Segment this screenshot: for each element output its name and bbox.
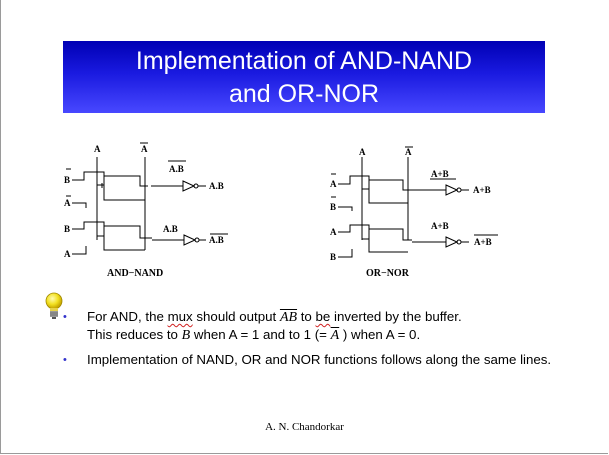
var-a-bar: $\overline{A}$ (330, 328, 340, 343)
title-line-2: and OR-NOR (228, 80, 380, 108)
title-line-1: Implementation of AND-NAND (135, 47, 473, 75)
expr-ab-bar: $\overline{AB}$ (279, 310, 298, 325)
bullet-2: • Implementation of NAND, OR and NOR functions follows along the same lines. (63, 352, 552, 367)
andnand-in-2: A (64, 198, 71, 208)
andnand-out2-top: A.B (163, 224, 178, 234)
andnand-top-abar: A (141, 144, 148, 154)
ornor-in-2: B (330, 202, 337, 212)
ornor-in-1: A (330, 179, 337, 189)
ornor-out1-top: A+B (431, 169, 449, 179)
andnand-caption: AND−NAND (107, 268, 164, 279)
andnand-out1: A.B (209, 181, 224, 191)
ornor-in-4: B (330, 252, 337, 262)
ornor-caption: OR−NOR (366, 268, 409, 279)
bullet-marker: • (63, 311, 67, 323)
ornor-in-3: A (330, 227, 337, 237)
lightbulb-icon (44, 291, 64, 323)
andnand-out2: A.B (209, 235, 224, 245)
andnand-in-1: B (64, 175, 71, 185)
andnand-in-4: A (64, 249, 71, 259)
footer-author: A. N. Chandorkar (265, 421, 344, 433)
ornor-out2: A+B (474, 237, 492, 247)
ornor-out2-top: A+B (431, 221, 449, 231)
ornor-top-abar: A (405, 147, 412, 157)
spellcheck-word: mux (167, 309, 193, 324)
bullet-1: • For AND, the mux should output $\overline{AB}$ to be inverted by the buffer. This reduces to B when A = 1 and to 1 (= $\overline{A}$ ) when A = 0. (63, 309, 462, 343)
spellcheck-word: be (315, 309, 331, 324)
andnand-top-a: A (94, 144, 101, 154)
ornor-out1: A+B (473, 185, 491, 195)
var-b: B (181, 328, 191, 343)
andnand-in-3: B (64, 224, 71, 234)
bullet-marker: • (63, 354, 67, 366)
bullet-list (63, 308, 553, 375)
ornor-top-a: A (359, 147, 366, 157)
andnand-out1-top: A.B (169, 164, 184, 174)
